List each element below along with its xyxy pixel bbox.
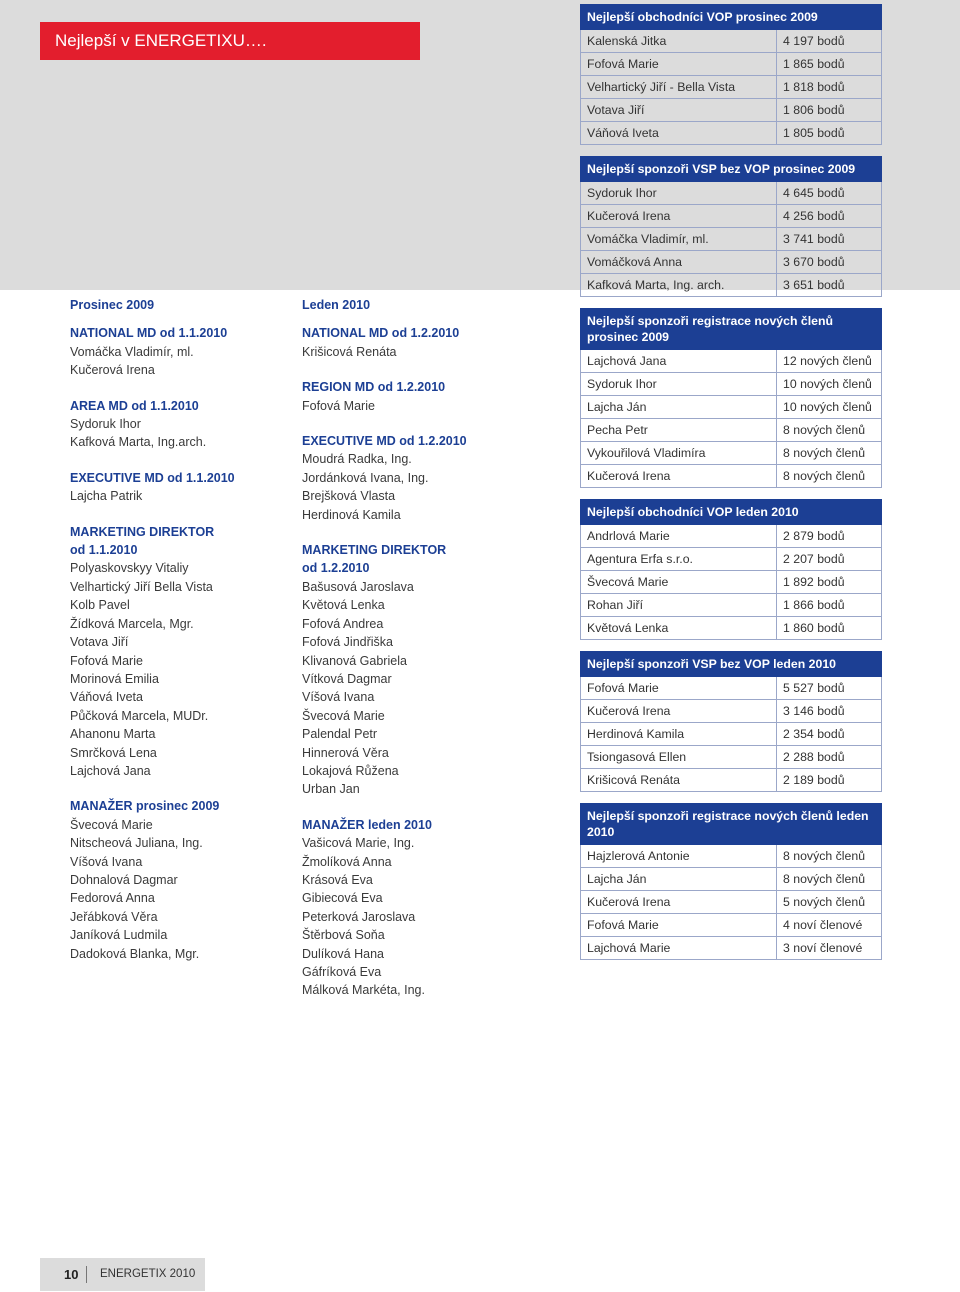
footer-divider: [86, 1266, 87, 1283]
rank-heading: Leden 2010: [302, 298, 371, 312]
member-name: Fofová Jindřiška: [302, 635, 394, 650]
table-row: [581, 868, 882, 891]
ranking-table: [580, 803, 882, 960]
rank-heading: MANAŽER leden 2010: [302, 817, 432, 832]
table-row: [581, 228, 882, 251]
member-name: Víšová Ivana: [70, 854, 143, 869]
score-cell: 10 nových členů: [777, 373, 882, 396]
score-cell: 3 670 bodů: [777, 251, 882, 274]
spacer: [302, 361, 467, 378]
member-name: Herdinová Kamila: [302, 507, 401, 522]
rank-heading: Prosinec 2009: [70, 298, 155, 312]
member-name: Štěrbová Soňa: [302, 928, 385, 943]
member-name: Peterková Jaroslava: [302, 909, 416, 924]
score-cell: 3 noví členové: [777, 937, 882, 960]
table-row: [581, 350, 882, 373]
member-name: Fofová Andrea: [302, 616, 384, 631]
member-name: Hinnerová Věra: [302, 745, 389, 760]
score-cell: 1 866 bodů: [777, 594, 882, 617]
member-name: Ahanonu Marta: [70, 727, 156, 742]
member-name-cell: Švecová Marie: [581, 571, 777, 594]
member-name: Švecová Marie: [302, 708, 385, 723]
member-name: Kučerová Irena: [70, 363, 155, 378]
score-cell: 4 256 bodů: [777, 205, 882, 228]
ranking-table-title: Nejlepší sponzoři registrace nových členů prosinec 2009: [581, 309, 882, 350]
promotions-january-column: [302, 296, 467, 1000]
member-name-cell: Kafková Marta, Ing. arch.: [581, 274, 777, 297]
member-name: Vašicová Marie, Ing.: [302, 836, 415, 851]
member-name: Nitscheová Juliana, Ing.: [70, 836, 203, 851]
member-name-cell: Kučerová Irena: [581, 891, 777, 914]
rank-heading: EXECUTIVE MD od 1.1.2010: [70, 470, 235, 485]
score-cell: 1 806 bodů: [777, 99, 882, 122]
member-name: Fofová Marie: [302, 398, 375, 413]
member-name: Votava Jiří: [70, 635, 129, 650]
table-row: [581, 617, 882, 640]
page-footer: [40, 1258, 205, 1291]
score-cell: 2 354 bodů: [777, 723, 882, 746]
member-name: Bašusová Jaroslava: [302, 579, 414, 594]
score-cell: 5 nových členů: [777, 891, 882, 914]
member-name: Velhartický Jiří Bella Vista: [70, 579, 213, 594]
promotions-december-column: [70, 296, 235, 963]
score-cell: 3 146 bodů: [777, 700, 882, 723]
member-name-cell: Rohan Jiří: [581, 594, 777, 617]
score-cell: 12 nových členů: [777, 350, 882, 373]
table-row: [581, 891, 882, 914]
table-row: [581, 677, 882, 700]
member-name-cell: Velhartický Jiří - Bella Vista: [581, 76, 777, 99]
member-name-cell: Fofová Marie: [581, 677, 777, 700]
member-name: Váňová Iveta: [70, 690, 143, 705]
ranking-table-title: Nejlepší sponzoři VSP bez VOP leden 2010: [581, 652, 882, 677]
member-name: Krišicová Renáta: [302, 344, 397, 359]
score-cell: 8 nových členů: [777, 419, 882, 442]
member-name: Morinová Emilia: [70, 671, 159, 686]
member-name: Gáfríková Eva: [302, 965, 382, 979]
member-name-cell: Lajcha Ján: [581, 396, 777, 419]
score-cell: 4 197 bodů: [777, 30, 882, 53]
table-row: [581, 30, 882, 53]
member-name-cell: Lajchová Marie: [581, 937, 777, 960]
spacer: [302, 415, 467, 432]
table-row: [581, 525, 882, 548]
member-name: Brejšková Vlasta: [302, 489, 396, 504]
ranking-table: [580, 156, 882, 297]
score-cell: 1 865 bodů: [777, 53, 882, 76]
member-name-cell: Sydoruk Ihor: [581, 373, 777, 396]
score-cell: 1 818 bodů: [777, 76, 882, 99]
member-name: Víšová Ivana: [302, 690, 375, 705]
member-name-cell: Lajchová Jana: [581, 350, 777, 373]
score-cell: 2 189 bodů: [777, 769, 882, 792]
spacer: [302, 799, 467, 816]
member-name: Málková Markéta, Ing.: [302, 983, 425, 998]
member-name-cell: Váňová Iveta: [581, 122, 777, 145]
member-name-cell: Krišicová Renáta: [581, 769, 777, 792]
score-cell: 1 860 bodů: [777, 617, 882, 640]
score-cell: 8 nových členů: [777, 442, 882, 465]
score-cell: 2 288 bodů: [777, 746, 882, 769]
page-number: 10: [64, 1267, 79, 1282]
score-cell: 3 651 bodů: [777, 274, 882, 297]
member-name-cell: Herdinová Kamila: [581, 723, 777, 746]
score-cell: 4 645 bodů: [777, 182, 882, 205]
member-name: Dulíková Hana: [302, 946, 384, 961]
rank-heading: MANAŽER prosinec 2009: [70, 799, 220, 814]
table-row: [581, 594, 882, 617]
table-row: [581, 99, 882, 122]
member-name: Žídková Marcela, Mgr.: [70, 616, 194, 631]
member-name: Polyaskovskyy Vitaliy: [70, 561, 189, 576]
member-name: Palendal Petr: [302, 727, 378, 742]
table-row: [581, 122, 882, 145]
table-row: [581, 373, 882, 396]
table-row: [581, 845, 882, 868]
member-name: Květová Lenka: [302, 598, 385, 613]
member-name: Lokajová Růžena: [302, 763, 399, 778]
member-name: Smrčková Lena: [70, 745, 157, 760]
member-name: Sydoruk Ihor: [70, 417, 141, 432]
table-row: [581, 937, 882, 960]
rank-heading: NATIONAL MD od 1.2.2010: [302, 326, 460, 341]
score-cell: 1 805 bodů: [777, 122, 882, 145]
table-row: [581, 442, 882, 465]
member-name-cell: Agentura Erfa s.r.o.: [581, 548, 777, 571]
spacer: [70, 452, 235, 469]
rank-heading: MARKETING DIREKTOR: [70, 524, 215, 539]
member-name-cell: Hajzlerová Antonie: [581, 845, 777, 868]
table-row: [581, 914, 882, 937]
member-name-cell: Kučerová Irena: [581, 700, 777, 723]
member-name: Vomáčka Vladimír, ml.: [70, 344, 194, 359]
table-row: [581, 700, 882, 723]
ranking-table-title: Nejlepší sponzoři registrace nových členů leden 2010: [581, 804, 882, 845]
table-row: [581, 769, 882, 792]
member-name: Kafková Marta, Ing.arch.: [70, 435, 207, 450]
ranking-table: [580, 499, 882, 640]
spacer: [302, 524, 467, 541]
member-name: Krásová Eva: [302, 872, 373, 887]
table-row: [581, 548, 882, 571]
score-cell: 4 noví členové: [777, 914, 882, 937]
section-title-banner: [40, 22, 420, 60]
member-name: Vítková Dagmar: [302, 671, 392, 686]
section-title: Nejlepší v ENERGETIXU….: [55, 31, 267, 50]
member-name: Dohnalová Dagmar: [70, 872, 178, 887]
table-row: [581, 182, 882, 205]
member-name-cell: Kučerová Irena: [581, 465, 777, 488]
member-name-cell: Kalenská Jitka: [581, 30, 777, 53]
score-cell: 1 892 bodů: [777, 571, 882, 594]
ranking-table-title: Nejlepší obchodníci VOP prosinec 2009: [581, 5, 882, 30]
member-name-cell: Květová Lenka: [581, 617, 777, 640]
member-name: Dadoková Blanka, Mgr.: [70, 946, 200, 961]
member-name-cell: Fofová Marie: [581, 914, 777, 937]
member-name-cell: Vykouřilová Vladimíra: [581, 442, 777, 465]
table-row: [581, 746, 882, 769]
member-name: Kolb Pavel: [70, 598, 130, 613]
rank-heading: od 1.1.2010: [70, 543, 138, 558]
member-name-cell: Fofová Marie: [581, 53, 777, 76]
score-cell: 8 nových členů: [777, 868, 882, 891]
member-name-cell: Sydoruk Ihor: [581, 182, 777, 205]
ranking-table: [580, 4, 882, 145]
member-name-cell: Tsiongasová Ellen: [581, 746, 777, 769]
table-row: [581, 571, 882, 594]
rank-heading: REGION MD od 1.2.2010: [302, 380, 446, 395]
rank-heading: NATIONAL MD od 1.1.2010: [70, 326, 228, 341]
member-name: Klivanová Gabriela: [302, 653, 407, 668]
rank-heading: AREA MD od 1.1.2010: [70, 398, 199, 413]
table-row: [581, 465, 882, 488]
member-name: Gibiecová Eva: [302, 891, 383, 906]
spacer: [70, 314, 235, 324]
member-name: Půčková Marcela, MUDr.: [70, 708, 209, 723]
spacer: [70, 780, 235, 797]
member-name: Fedorová Anna: [70, 891, 155, 906]
score-cell: 10 nových členů: [777, 396, 882, 419]
rank-heading: od 1.2.2010: [302, 561, 370, 576]
score-cell: 2 207 bodů: [777, 548, 882, 571]
member-name: Jordánková Ivana, Ing.: [302, 470, 429, 485]
member-name-cell: Andrlová Marie: [581, 525, 777, 548]
member-name: Žmolíková Anna: [302, 854, 392, 869]
member-name-cell: Votava Jiří: [581, 99, 777, 122]
member-name: Moudrá Radka, Ing.: [302, 452, 412, 467]
spacer: [302, 314, 467, 324]
member-name-cell: Vomáčková Anna: [581, 251, 777, 274]
score-cell: 3 741 bodů: [777, 228, 882, 251]
rank-heading: EXECUTIVE MD od 1.2.2010: [302, 434, 467, 449]
spacer: [70, 506, 235, 523]
member-name: Švecová Marie: [70, 817, 153, 832]
member-name-cell: Vomáčka Vladimír, ml.: [581, 228, 777, 251]
ranking-table: [580, 308, 882, 488]
member-name: Lajcha Patrik: [70, 489, 143, 504]
table-row: [581, 723, 882, 746]
rank-heading: MARKETING DIREKTOR: [302, 543, 447, 558]
table-row: [581, 396, 882, 419]
table-row: [581, 205, 882, 228]
member-name: Urban Jan: [302, 782, 360, 797]
score-cell: 8 nových členů: [777, 465, 882, 488]
member-name: Fofová Marie: [70, 653, 143, 668]
member-name-cell: Kučerová Irena: [581, 205, 777, 228]
table-row: [581, 274, 882, 297]
score-cell: 5 527 bodů: [777, 677, 882, 700]
score-cell: 8 nových členů: [777, 845, 882, 868]
member-name: Jeřábková Věra: [70, 909, 158, 924]
ranking-table-title: Nejlepší obchodníci VOP leden 2010: [581, 500, 882, 525]
rankings-tables-column: [580, 4, 882, 971]
member-name: Lajchová Jana: [70, 763, 151, 778]
member-name-cell: Lajcha Ján: [581, 868, 777, 891]
table-row: [581, 251, 882, 274]
table-row: [581, 419, 882, 442]
member-name: Janíková Ludmila: [70, 928, 168, 943]
ranking-table-title: Nejlepší sponzoři VSP bez VOP prosinec 2009: [581, 157, 882, 182]
ranking-table: [580, 651, 882, 792]
magazine-name: ENERGETIX 2010: [100, 1268, 196, 1280]
member-name-cell: Pecha Petr: [581, 419, 777, 442]
table-row: [581, 53, 882, 76]
table-row: [581, 76, 882, 99]
score-cell: 2 879 bodů: [777, 525, 882, 548]
spacer: [70, 380, 235, 397]
